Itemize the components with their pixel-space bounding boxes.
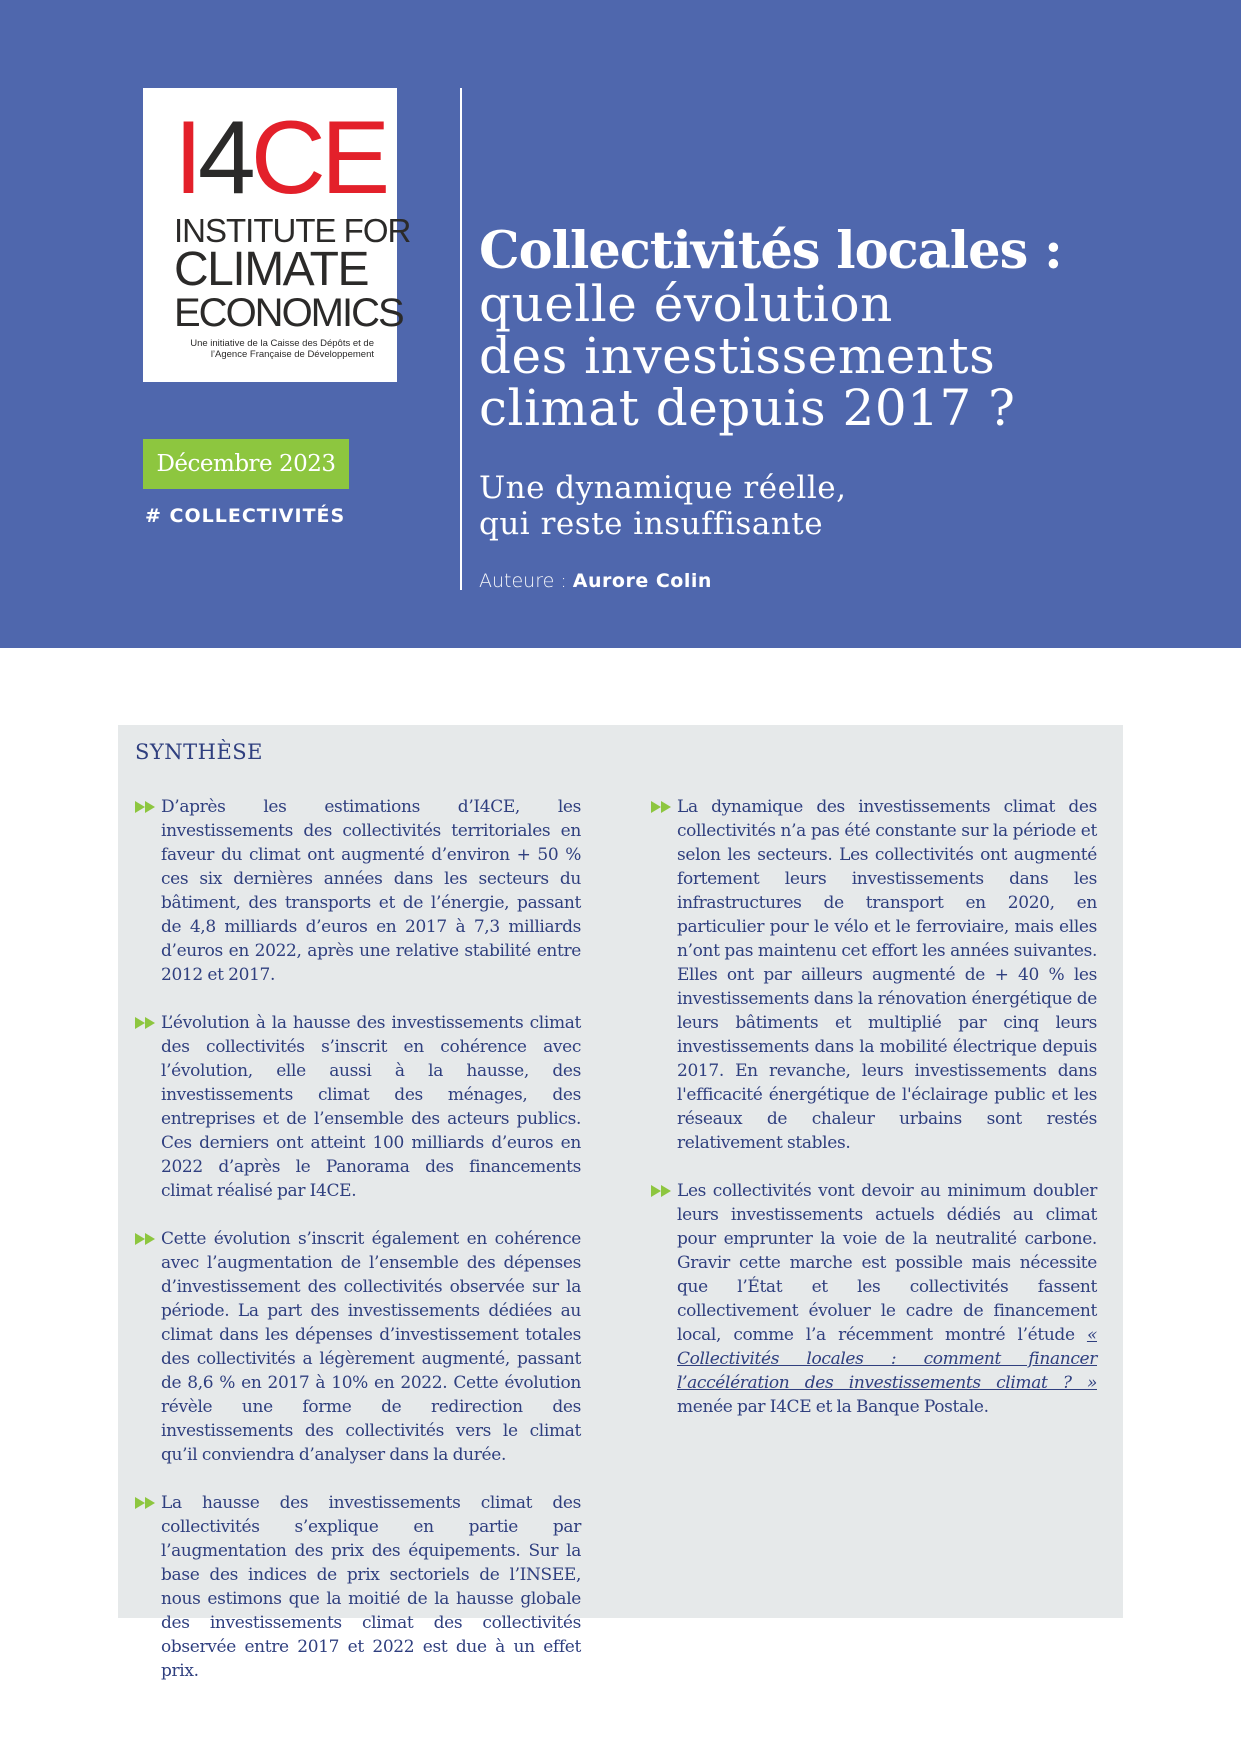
- author-line: [479, 570, 712, 592]
- list-item: [161, 1011, 581, 1203]
- subtitle-line-2: qui reste insuffisante: [479, 506, 824, 542]
- paragraph-text: La hausse des investissements climat des collectivités s’explique en partie par l’augmentation des prix des équipements. Sur la base des indices de prix sectoriels de l’INSEE, nous estimons que la moitié de la hausse globale des investissements climat des collectivités observée entre 2017 et 2022 est due à un effet prix.: [161, 1493, 581, 1681]
- double-arrow-icon: [135, 801, 157, 813]
- study-link[interactable]: « Collectivités locales : comment financer l’accélération des investissements climat ? »: [677, 1325, 1097, 1393]
- paragraph-text: D’après les estimations d’I4CE, les investissements des collectivités territoriales en faveur du climat ont augmenté d’environ + 50 % ces six dernières années dans les secteurs du bâtiment, des transports et de l’énergie, passant de 4,8 milliards d’euros en 2017 à 7,3 milliards d’euros en 2022, après une relative stabilité entre 2012 et 2017.: [161, 797, 581, 985]
- double-arrow-icon: [651, 1185, 673, 1197]
- i4ce-logo[interactable]: [143, 88, 411, 382]
- double-arrow-icon: [135, 1017, 157, 1029]
- title-line-1: quelle évolution: [479, 275, 893, 333]
- title-line-3: climat depuis 2017 ?: [479, 379, 1016, 437]
- left-column: [161, 795, 581, 1707]
- author-name: Aurore Colin: [572, 570, 712, 592]
- synthese-panel: [118, 725, 1123, 1681]
- paragraph-text: La dynamique des investissements climat des collectivités n’a pas été constante sur la période et selon les secteurs. Les collectivités ont augmenté fortement leurs investissements dans les infrastructures de transport en 2020, en particulier pour le vélo et le ferroviaire, mais elles n’ont pas maintenu cet effort les années suivantes. Elles ont par ailleurs augmenté de + 40 % les investissements dans la rénovation énergétique de leurs bâtiments et multiplié par cinq leurs investissements dans la mobilité électrique depuis 2017. En revanche, leurs investissements dans l'efficacité énergétique de l'éclairage public et les réseaux de chaleur urbains sont restés relativement stables.: [677, 797, 1097, 1153]
- paragraph-text-suffix: menée par I4CE et la Banque Postale.: [677, 1397, 989, 1417]
- logo-line-1: INSTITUTE FOR: [174, 212, 411, 249]
- right-column: [677, 795, 1097, 1443]
- date-badge: Décembre 2023: [143, 439, 349, 489]
- paragraph-text: L’évolution à la hausse des investissements climat des collectivités s’inscrit en cohérence avec l’évolution, elle aussi à la hausse, des investissements climat des ménages, des entreprises et de l’ensemble des acteurs publics. Ces derniers ont atteint 100 milliards d’euros en 2022 d’après le Panorama des financements climat réalisé par I4CE.: [161, 1013, 581, 1201]
- list-item: [161, 1491, 581, 1683]
- logo-subline: Une initiative de la Caisse des Dépôts et de l’Agence Française de Développement: [190, 338, 374, 360]
- section-title: SYNTHÈSE: [135, 740, 263, 764]
- header-band: [0, 0, 1241, 648]
- double-arrow-icon: [135, 1233, 157, 1245]
- list-item: [677, 795, 1097, 1155]
- author-label: Auteure :: [479, 570, 573, 592]
- logo-line-3: ECONOMICS: [174, 291, 403, 335]
- category-tag[interactable]: # COLLECTIVITÉS: [145, 505, 346, 527]
- page-subtitle: [479, 470, 846, 542]
- title-bold-line: Collectivités locales :: [479, 221, 1062, 281]
- list-item: [161, 1227, 581, 1467]
- logo-mark: I4CE: [174, 100, 386, 216]
- paragraph-text: Les collectivités vont devoir au minimum doubler leurs investissements actuels dédiés au climat pour emprunter la voie de la neutralité carbone. Gravir cette marche est possible mais nécessite que l’État et les collectivités fassent collectivement évoluer le cadre de financement local, comme l’a récemment montré l’étude: [677, 1181, 1097, 1345]
- paragraph-text: Cette évolution s’inscrit également en cohérence avec l’augmentation de l’ensemble des dépenses d’investissement des collectivités observée sur la période. La part des investissements dédiées au climat dans les dépenses d’investissement totales des collectivités a légèrement augmenté, passant de 8,6 % en 2017 à 10% en 2022. Cette évolution révèle une forme de redirection des investissements des collectivités vers le climat qu’il conviendra d’analyser dans la durée.: [161, 1229, 581, 1465]
- page-title: [479, 221, 1219, 437]
- subtitle-line-1: Une dynamique réelle,: [479, 470, 847, 506]
- title-line-2: des investissements: [479, 327, 996, 385]
- header-divider: [460, 88, 462, 590]
- list-item: [161, 795, 581, 987]
- double-arrow-icon: [651, 801, 673, 813]
- logo-line-2: CLIMATE: [174, 243, 368, 296]
- double-arrow-icon: [135, 1497, 157, 1509]
- list-item: [677, 1179, 1097, 1419]
